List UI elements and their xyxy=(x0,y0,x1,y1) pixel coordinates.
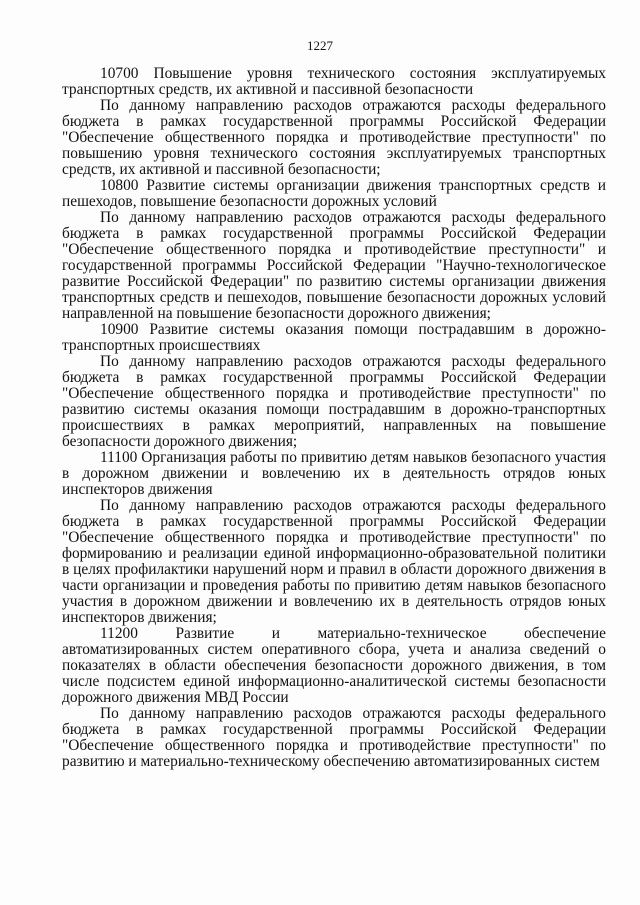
section-heading-10800: 10800 Развитие системы организации движения транспортных средств и пешеходов, повышение безопасности дорожных условий xyxy=(62,177,606,210)
section-body-10800: По данному направлению расходов отражаются расходы федерального бюджета в рамках государственной программы Российской Федерации "Обеспечение общественного порядка и противодействие преступности" и государственной программы Российской Федерации "Научно-технологическое развитие Российской Федерации" по развитию системы организации движения транспортных средств и пешеходов, повышение безопасности дорожных условий направленной на повышение безопасности дорожного движения; xyxy=(62,209,606,322)
section-heading-11100: 11100 Организация работы по привитию детям навыков безопасного участия в дорожном движении и вовлечению их в деятельность отрядов юных инспекторов движения xyxy=(62,449,606,498)
section-heading-10700: 10700 Повышение уровня технического состояния эксплуатируемых транспортных средств, их активной и пассивной безопасности xyxy=(62,65,606,98)
section-body-10900: По данному направлению расходов отражаются расходы федерального бюджета в рамках государственной программы Российской Федерации "Обеспечение общественного порядка и противодействие преступности" по развитию системы оказания помощи пострадавшим в дорожно-транспортных происшествиях в рамках мероприятий, направленных на повышение безопасности дорожного движения; xyxy=(62,353,606,450)
section-body-11200: По данному направлению расходов отражаются расходы федерального бюджета в рамках государственной программы Российской Федерации "Обеспечение общественного порядка и противодействие преступности" по развитию и материально-техническому обеспечению автоматизированных систем xyxy=(62,705,606,770)
section-heading-10900: 10900 Развитие системы оказания помощи пострадавшим в дорожно-транспортных происшествиях xyxy=(62,321,606,354)
section-heading-11200: 11200 Развитие и материально-техническое обеспечение автоматизированных систем оперативного сбора, учета и анализа сведений о показателях в области обеспечения безопасности дорожного движения, в том числе подсистем единой информационно-аналитической системы безопасности дорожного движения МВД России xyxy=(62,625,606,706)
section-body-11100: По данному направлению расходов отражаются расходы федерального бюджета в рамках государственной программы Российской Федерации "Обеспечение общественного порядка и противодействие преступности" по формированию и реализации единой информационно-образовательной политики в целях профилактики нарушений норм и правил в области дорожного движения в части организации и проведения работы по привитию детям навыков безопасного участия в дорожном движении и вовлечению их в деятельность отрядов юных инспекторов движения; xyxy=(62,497,606,626)
document-body xyxy=(62,66,606,770)
page-number: 1227 xyxy=(307,38,333,53)
section-body-10700: По данному направлению расходов отражаются расходы федерального бюджета в рамках государственной программы Российской Федерации "Обеспечение общественного порядка и противодействие преступности" по повышению уровня технического состояния эксплуатируемых транспортных средств, их активной и пассивной безопасности; xyxy=(62,97,606,178)
